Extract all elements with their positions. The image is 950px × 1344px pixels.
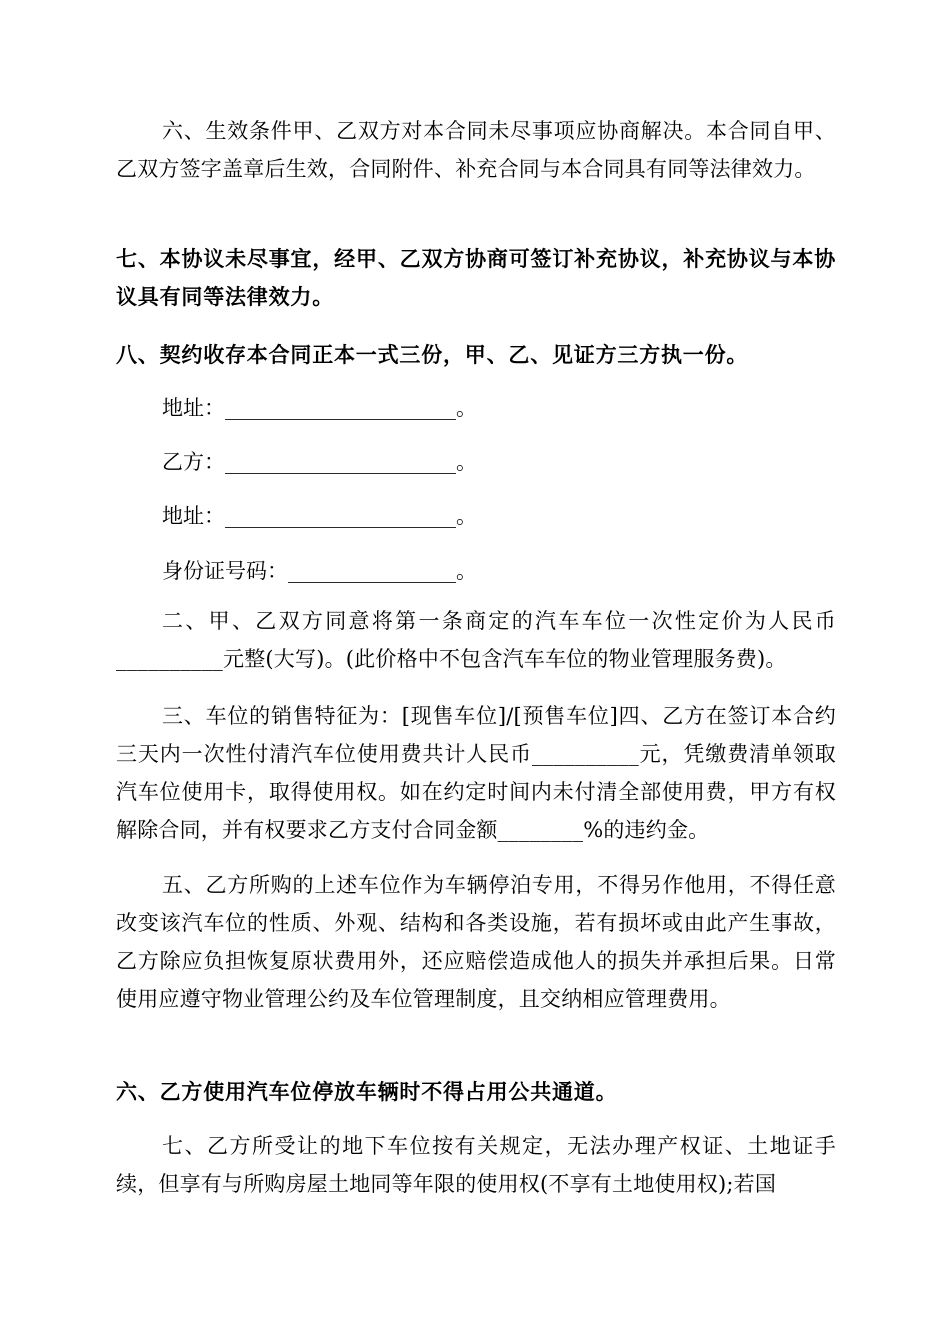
clause-sales-feature-payment: 三、车位的销售特征为：[现售车位]/[预售车位]四、乙方在签订本合约三天内一次性付清汽车位使用费共计人民币__________元，凭缴费清单领取汽车位使用卡，取得使用权。如在约定时间内未付清全部使用费，甲方有权解除合同，并有权要求乙方支付合同金额________%的违约金。 — [116, 704, 836, 842]
clause-no-public-passage: 六、乙方使用汽车位停放车辆时不得占用公共通道。 — [116, 1080, 618, 1104]
clause-supplementary-agreement: 七、本协议未尽事宜，经甲、乙双方协商可签订补充协议，补充协议与本协议具有同等法律效力。 — [116, 247, 836, 309]
clause-usage-restrictions: 五、乙方所购的上述车位作为车辆停泊专用，不得另作他用，不得任意改变该汽车位的性质、外观、结构和各类设施，若有损坏或由此产生事故，乙方除应负担恢复原状费用外，还应赔偿造成他人的损失并承担后果。日常使用应遵守物业管理公约及车位管理制度，且交纳相应管理费用。 — [116, 873, 836, 1011]
clause-price: 二、甲、乙双方同意将第一条商定的汽车车位一次性定价为人民币__________元整(大写)。(此价格中不包含汽车车位的物业管理服务费)。 — [116, 609, 836, 671]
address-field-1: 地址：______________________。 — [162, 396, 477, 420]
clause-contract-copies: 八、契约收存本合同正本一式三份，甲、乙、见证方三方执一份。 — [116, 343, 749, 367]
id-number-field: 身份证号码：________________。 — [162, 559, 477, 583]
clause-effective-conditions: 六、生效条件甲、乙双方对本合同未尽事项应协商解决。本合同自甲、乙双方签字盖章后生效，合同附件、补充合同与本合同具有同等法律效力。 — [116, 119, 836, 181]
clause-underground-parking: 七、乙方所受让的地下车位按有关规定，无法办理产权证、土地证手续，但享有与所购房屋土地同等年限的使用权(不享有土地使用权);若国 — [116, 1134, 836, 1196]
party-b-field: 乙方：______________________。 — [162, 450, 477, 474]
address-field-2: 地址：______________________。 — [162, 504, 477, 528]
